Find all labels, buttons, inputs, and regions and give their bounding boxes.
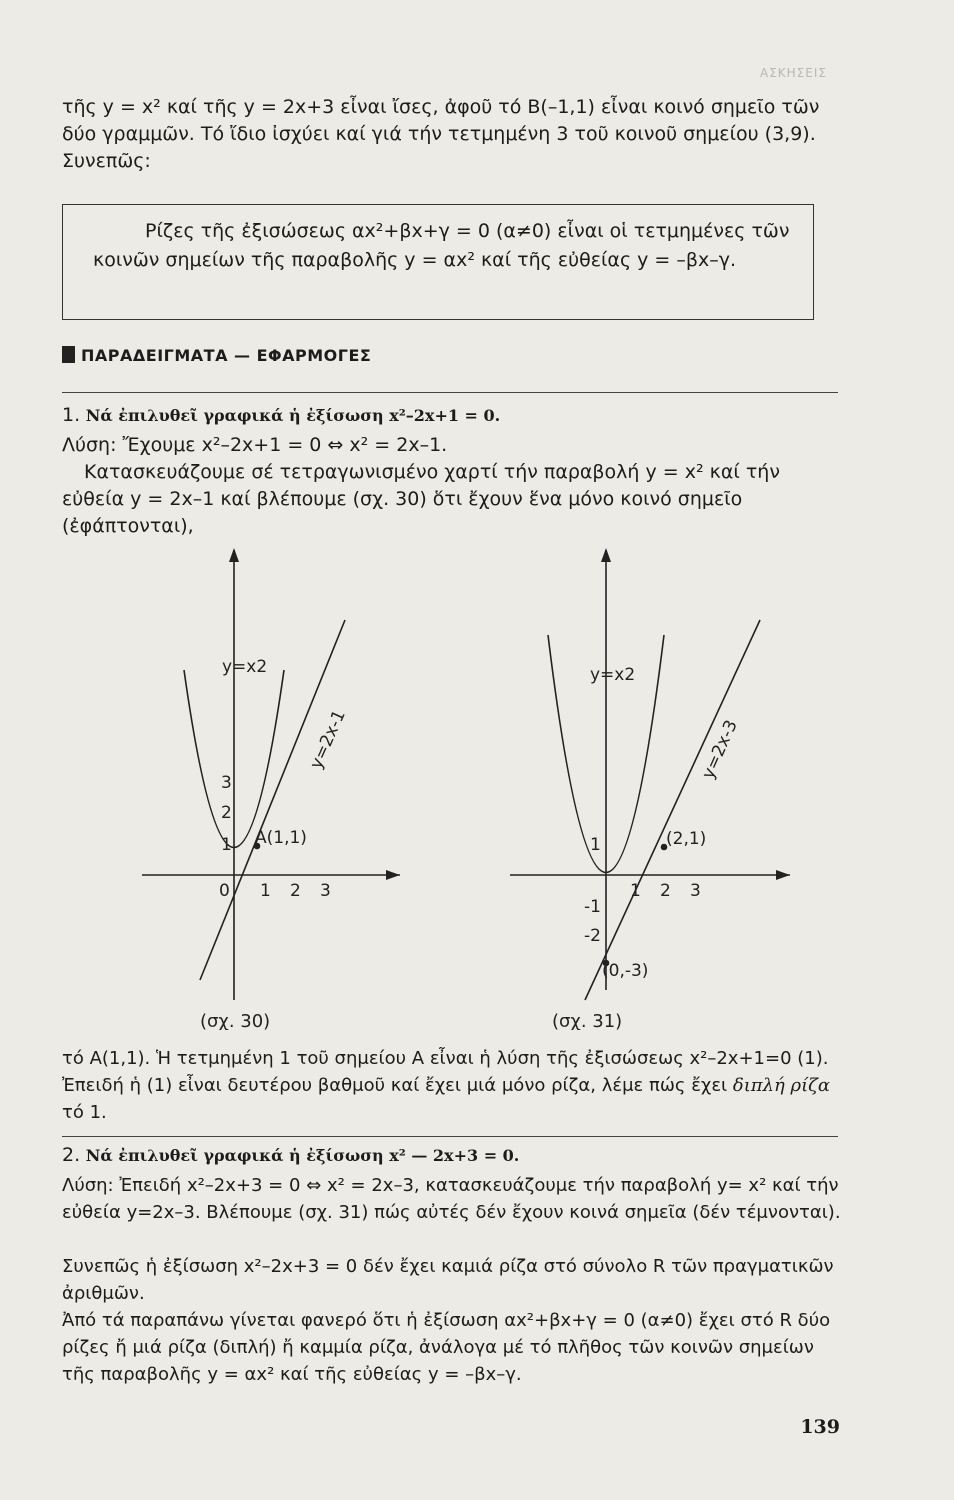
section-heading: ΠΑΡΑΔΕΙΓΜΑΤΑ — ΕΦΑΡΜΟΓΕΣ [62,346,371,365]
fig30-caption: (σχ. 30) [200,1011,271,1030]
fig30-y-tick-3: 3 [221,773,232,793]
fig30-x-arrow-icon [386,870,400,880]
fig30-point-a-label: A(1,1) [255,828,307,848]
fig31-y-tick-neg2: -2 [584,926,601,946]
example-2-solution: Λύση: Ἐπειδή x²–2x+3 = 0 ⇔ x² = 2x–3, κατασκευάζουμε τήν παραβολή y= x² καί τήν εὐθεία y=2x–3. Βλέπουμε (σχ. 31) πώς αὐτές δέν ἔχουν κοινά σημεῖα (δέν τέμνονται). [62,1175,841,1223]
rule-box-text: Ρίζες τῆς ἐξισώσεως αx²+βx+γ = 0 (α≠0) εἶναι οἱ τετμημένες τῶν κοινῶν σημείων τῆς παραβολῆς y = αx² καί τῆς εὐθείας y = –βx–γ. [93,220,790,271]
fig31-x-arrow-icon [776,870,790,880]
figures [0,540,954,1030]
example-1-title: 1. Νά ἐπιλυθεῖ γραφικά ἡ ἐξίσωση x²–2x+1 = 0. [62,404,501,426]
rule-box [62,204,814,320]
figure-30 [142,548,400,1000]
fig30-y-arrow-icon [229,548,239,562]
fig31-x-tick-2: 2 [660,881,671,901]
square-bullet-icon [62,346,75,363]
fig30-parabola-label: y=x2 [222,657,268,677]
example-2-title: 2. Νά ἐπιλυθεῖ γραφικά ἡ ἐξίσωση x² — 2x+3 = 0. [62,1144,520,1166]
fig31-y-tick-1: 1 [590,835,601,855]
fig31-point-b-label: (0,-3) [602,961,649,981]
fig31-point-a-label: (2,1) [666,829,707,849]
fig30-origin-label: 0 [219,881,230,901]
fig30-x-tick-1: 1 [260,881,271,901]
bleed-through-heading: ΑΣΚΗΣΕΙΣ [760,66,827,80]
divider-1 [62,392,838,393]
example-2-conclusion: Συνεπῶς ἡ ἐξίσωση x²–2x+3 = 0 δέν ἔχει καμιά ρίζα στό σύνολο R τῶν πραγματικῶν ἀριθμῶν. [62,1256,834,1304]
fig30-line-label: y=2x-1 [306,707,350,773]
after-figures-paragraph: τό A(1,1). Ἡ τετμημένη 1 τοῦ σημείου A εἶναι ἡ λύση τῆς ἐξισώσεως x²–2x+1=0 (1). Ἐπειδή ἡ (1) εἶναι δευτέρου βαθμοῦ καί ἔχει μιά μόνο ρίζα, λέμε πώς ἔχει διπλή ρίζα τό 1. [62,1048,831,1123]
fig31-x-tick-1: 1 [630,881,641,901]
fig31-y-tick-neg1: -1 [584,897,601,917]
fig30-x-tick-2: 2 [290,881,301,901]
figure-31 [510,548,790,1000]
page-number: 139 [800,1416,840,1438]
example-1-text: Κατασκευάζουμε σέ τετραγωνισμένο χαρτί τήν παραβολή y = x² καί τήν εὐθεία y = 2x–1 καί βλέπουμε (σχ. 30) ὅτι ἔχουν ἕνα μόνο κοινό σημεῖο (ἐφάπτονται), [62,461,780,537]
example-2-general: Ἀπό τά παραπάνω γίνεται φανερό ὅτι ἡ ἐξίσωση αx²+βx+γ = 0 (α≠0) ἔχει στό R δύο ρίζες ἤ μιά ρίζα (διπλή) ἤ καμμία ρίζα, ἀνάλογα μέ τό πλῆθος τῶν κοινῶν σημείων τῆς παραβολῆς y = αx² καί τῆς εὐθείας y = –βx–γ. [62,1310,831,1385]
fig31-caption: (σχ. 31) [552,1011,623,1030]
example-1-line1: Λύση: Ἔχουμε x²–2x+1 = 0 ⇔ x² = 2x–1. [62,434,448,456]
fig31-parabola-label: y=x2 [590,665,636,685]
fig31-x-tick-3: 3 [690,881,701,901]
fig31-line-label: y=2x-3 [698,717,742,783]
fig30-x-tick-3: 3 [320,881,331,901]
fig31-y-arrow-icon [601,548,611,562]
divider-2 [62,1136,838,1137]
fig30-y-tick-2: 2 [221,803,232,823]
fig30-y-tick-1: 1 [221,835,232,855]
intro-paragraph: τῆς y = x² καί τῆς y = 2x+3 εἶναι ἴσες, ἀφοῦ τό B(–1,1) εἶναι κοινό σημεῖο τῶν δύο γραμμῶν. Τό ἴδιο ἰσχύει καί γιά τήν τετμημένη 3 τοῦ κοινοῦ σημείου (3,9). Συνεπῶς: [62,96,820,172]
